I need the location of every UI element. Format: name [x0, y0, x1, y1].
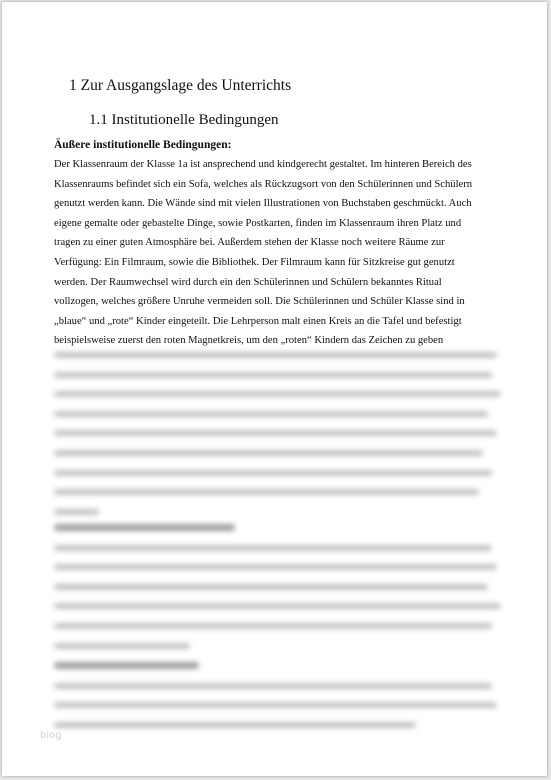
- text-line: Klassenraums befindet sich ein Sofa, welches als Rückzugsort von den Schülerinnen und Schülern: [54, 178, 473, 190]
- text-line: genutzt werden kann. Die Wände sind mit vielen Illustrationen von Buchstaben geschmückt. Auch: [54, 198, 472, 210]
- blurred-paragraph-1: [54, 352, 506, 528]
- subheading: Äußere institutionelle Bedingungen:: [54, 139, 232, 151]
- text-line: beispielsweise zuerst den roten Magnetkreis, um den „roten“ Kindern das Zeichen zu geben: [54, 335, 444, 347]
- blurred-line: [54, 352, 497, 358]
- heading-2: 1.1 Institutionelle Bedingungen: [89, 112, 279, 128]
- blurred-line: [54, 722, 416, 728]
- body-paragraph: [54, 155, 510, 351]
- heading-1: 1 Zur Ausgangslage des Unterrichts: [69, 77, 292, 94]
- text-line: werden. Der Raumwechsel wird durch ein den Schülerinnen und Schülern bekanntes Ritual: [54, 276, 442, 288]
- text-line: eigene gemalte oder gebastelte Dinge, sowie Postkarten, finden im Klassenraum ihren Platz und: [54, 217, 462, 229]
- blurred-line: [54, 623, 492, 629]
- blurred-line: [54, 489, 479, 495]
- blurred-line: [54, 430, 497, 436]
- blurred-line: [54, 391, 501, 397]
- blurred-heading: [54, 662, 199, 669]
- text-line: tragen zu einer guten Atmosphäre bei. Außerdem stehen der Klasse noch weitere Räume zur: [54, 237, 445, 249]
- blurred-line: [54, 545, 492, 551]
- blurred-line: [54, 643, 190, 649]
- blurred-line: [54, 584, 488, 590]
- text-line: vollzogen, welches größere Unruhe vermeiden soll. Die Schülerinnen und Schüler Klasse sind in: [54, 296, 465, 308]
- blurred-line: [54, 372, 492, 378]
- blurred-line: [54, 450, 483, 456]
- text-line: Der Klassenraum der Klasse 1a ist ansprechend und kindgerecht gestaltet. Im hinteren Bereich des: [54, 159, 472, 170]
- watermark: blog: [40, 730, 62, 741]
- blurred-paragraph-2: [54, 524, 506, 742]
- document-page: [2, 2, 547, 776]
- blurred-line: [54, 702, 497, 708]
- blurred-line: [54, 470, 492, 476]
- blurred-line: [54, 509, 99, 515]
- blurred-line: [54, 683, 492, 689]
- text-line: „blaue“ und „rote“ Kinder eingeteilt. Die Lehrperson malt einen Kreis an die Tafel und befestigt: [54, 315, 462, 327]
- blurred-heading: [54, 524, 235, 531]
- text-line: Verfügung: Ein Filmraum, sowie die Bibliothek. Der Filmraum kann für Sitzkreise gut genutzt: [54, 256, 455, 268]
- blurred-line: [54, 603, 501, 609]
- blurred-line: [54, 411, 488, 417]
- blurred-line: [54, 564, 497, 570]
